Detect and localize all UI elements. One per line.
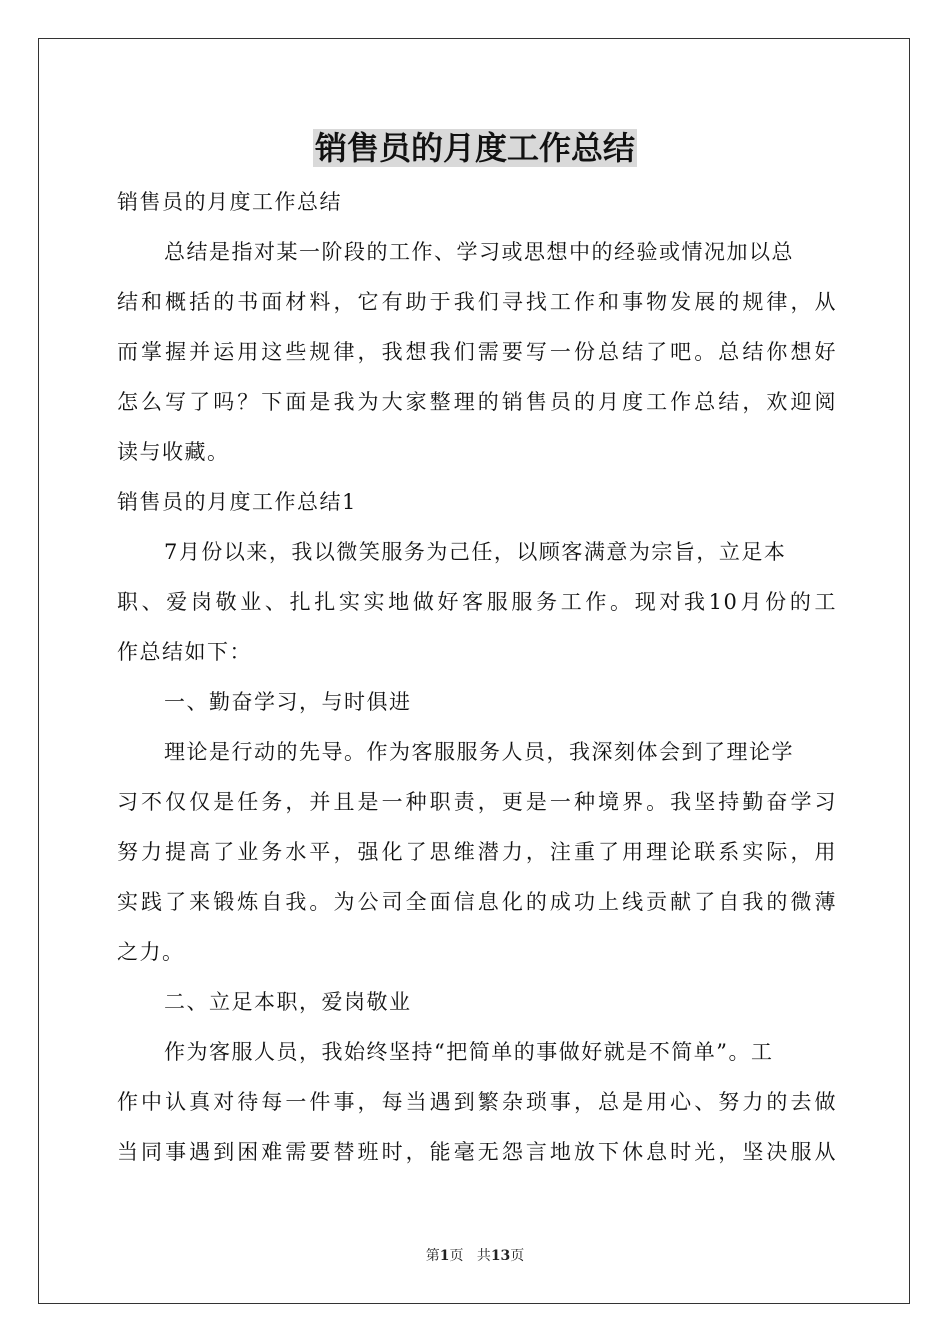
footer-page-prefix: 第: [425, 1248, 440, 1264]
paragraph-line: 作中认真对待每一件事，每当遇到繁杂琐事，总是用心、努力的去做: [117, 1090, 837, 1114]
paragraph-line: 职、爱岗敬业、扎扎实实地做好客服服务工作。现对我10月份的工: [117, 590, 837, 614]
subsection-heading: 一、勤奋学习，与时俱进: [164, 690, 412, 714]
paragraph-line: 而掌握并运用这些规律，我想我们需要写一份总结了吧。总结你想好: [117, 340, 837, 364]
paragraph-line: 读与收藏。: [117, 440, 230, 464]
paragraph-line: 理论是行动的先导。作为客服服务人员，我深刻体会到了理论学: [164, 740, 794, 764]
paragraph-line: 习不仅仅是任务，并且是一种职责，更是一种境界。我坚持勤奋学习: [117, 790, 837, 814]
document-title: [0, 126, 950, 170]
paragraph-line: 努力提高了业务水平，强化了思维潜力，注重了用理论联系实际，用: [117, 840, 837, 864]
paragraph-line: 实践了来锻炼自我。为公司全面信息化的成功上线贡献了自我的微薄: [117, 890, 837, 914]
document-body: [117, 177, 837, 1177]
page-footer: [0, 1246, 950, 1266]
footer-total-suffix: 页: [510, 1248, 525, 1264]
paragraph-line: 结和概括的书面材料，它有助于我们寻找工作和事物发展的规律，从: [117, 290, 837, 314]
paragraph-line: 怎么写了吗？下面是我为大家整理的销售员的月度工作总结，欢迎阅: [117, 390, 837, 414]
paragraph-line: 作为客服人员，我始终坚持“把简单的事做好就是不简单”。工: [164, 1040, 774, 1064]
paragraph-line: 作总结如下：: [117, 640, 252, 664]
paragraph-line: 之力。: [117, 940, 185, 964]
footer-total-prefix: 共: [476, 1248, 491, 1264]
footer-page-total: 13: [490, 1248, 511, 1264]
subtitle-line: 销售员的月度工作总结: [117, 190, 342, 214]
document-title-text: 销售员的月度工作总结: [314, 129, 635, 167]
footer-page-current: 1: [439, 1248, 450, 1264]
paragraph-line: 总结是指对某一阶段的工作、学习或思想中的经验或情况加以总: [164, 240, 794, 264]
footer-page-suffix: 页: [449, 1248, 464, 1264]
section-heading: 销售员的月度工作总结1: [117, 490, 357, 514]
paragraph-line: 当同事遇到困难需要替班时，能毫无怨言地放下休息时光，坚决服从: [117, 1140, 837, 1164]
subsection-heading: 二、立足本职，爱岗敬业: [164, 990, 412, 1014]
paragraph-line: 7月份以来，我以微笑服务为己任，以顾客满意为宗旨，立足本: [164, 540, 787, 564]
